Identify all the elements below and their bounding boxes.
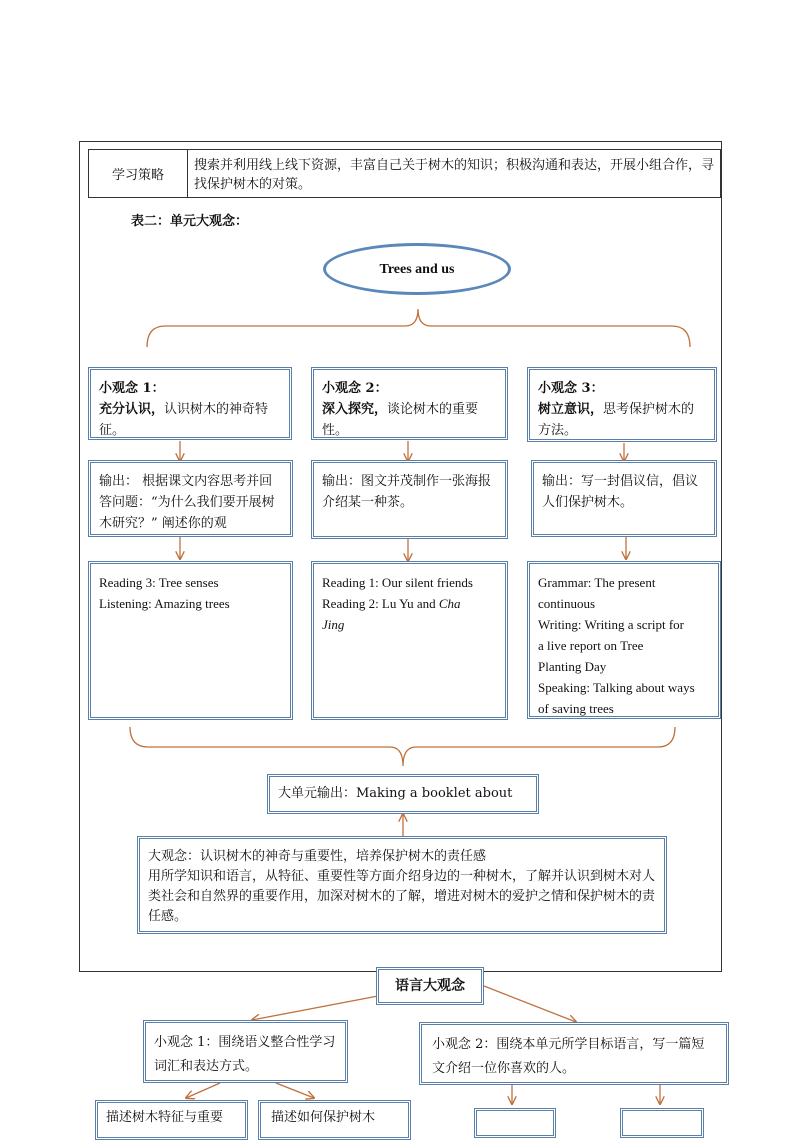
- output-3-text: 输出：写一封倡议信，倡议人们保护树木。: [542, 474, 699, 510]
- lesson-3-line-6: Speaking: Talking about ways: [538, 680, 695, 695]
- lesson-2-line-3-italic: Jing: [322, 617, 345, 632]
- big-idea-rest: 用所学知识和语言，从特征、重要性等方面介绍身边的一种树木，了解并认识到树木对人类社会和自然界的重要作用，加深对树木的了解，增进对树木的爱护之情和保护树木的责任感。: [148, 869, 656, 924]
- language-sub-box-3: [474, 1108, 556, 1138]
- concept-box-1: [88, 367, 292, 440]
- lesson-box-3: [527, 561, 721, 719]
- table-label-cell: [88, 149, 188, 198]
- lesson-1-line-1: Reading 3: Tree senses: [99, 575, 219, 590]
- language-concept-box-2: [419, 1022, 729, 1085]
- lesson-2-line-2-pre: Reading 2: Lu Yu and: [322, 596, 439, 611]
- table-content: 搜索并利用线上线下资源，丰富自己关于树木的知识；积极沟通和表达，开展小组合作，寻找保护树木的对策。: [194, 158, 715, 192]
- concept-2-bold: 深入探究，: [322, 402, 388, 417]
- concept-box-3: [527, 367, 717, 442]
- concept-1-bold: 充分认识，: [99, 402, 165, 417]
- lesson-3-line-1: Grammar: The present: [538, 575, 656, 590]
- language-sub-box-2: [258, 1100, 411, 1140]
- concept-3-title: 小观念 3：: [538, 381, 604, 396]
- language-concept-1: 小观念 1：围绕语义整合性学习词汇和表达方式。: [154, 1035, 336, 1074]
- table2-title: 表二：单元大观念：: [131, 214, 249, 229]
- language-title: 语言大观念: [395, 978, 465, 994]
- lesson-box-1: [88, 561, 293, 720]
- lesson-box-2: [311, 561, 508, 720]
- table-content-cell: [187, 149, 721, 198]
- language-sub-2: 描述如何保护树木: [271, 1110, 376, 1125]
- language-title-box: [376, 967, 484, 1005]
- lesson-3-line-4: a live report on Tree: [538, 638, 644, 653]
- lesson-3-line-2: continuous: [538, 596, 596, 611]
- arrow-sub-1: [186, 1083, 220, 1098]
- concept-3-rest: 思考保护树木的方法。: [538, 402, 695, 438]
- output-1-text: 输出： 根据课文内容思考并回答问题：“为什么我们要开展树木研究？” 阐述你的观: [99, 474, 275, 531]
- output-2-text: 输出：图文并茂制作一张海报介绍某一种茶。: [322, 474, 492, 510]
- table-label: 学习策略: [111, 168, 164, 183]
- language-sub-box-1: [95, 1100, 248, 1140]
- unit-output-box: [267, 774, 539, 814]
- concept-3-bold: 树立意识，: [538, 402, 604, 417]
- unit-output-text: 大单元输出：Making a booklet about: [278, 786, 513, 801]
- lesson-2-line-2-italic: Cha: [438, 596, 461, 611]
- concept-2-rest: 谈论树木的重要性。: [322, 402, 479, 438]
- center-ellipse: [323, 243, 511, 295]
- output-box-1: [88, 460, 293, 537]
- language-concept-box-1: [143, 1020, 348, 1083]
- arrow-sub-2: [276, 1083, 314, 1098]
- lesson-3-line-7: of saving trees: [538, 701, 614, 716]
- lesson-3-line-3: Writing: Writing a script for: [538, 617, 685, 632]
- lesson-1-line-2: Listening: Amazing trees: [99, 596, 230, 611]
- concept-2-title: 小观念 2：: [322, 381, 388, 396]
- arrow-lang-1: [252, 996, 378, 1020]
- output-box-2: [311, 460, 508, 539]
- output-box-3: [531, 460, 717, 537]
- language-concept-2: 小观念 2：围绕本单元所学目标语言，写一篇短文介绍一位你喜欢的人。: [432, 1037, 705, 1076]
- big-idea-box: [137, 836, 667, 934]
- concept-box-2: [311, 367, 508, 440]
- center-ellipse-label: Trees and us: [379, 261, 455, 277]
- language-sub-1: 描述树木特征与重要: [106, 1110, 224, 1125]
- lesson-2-line-1: Reading 1: Our silent friends: [322, 575, 473, 590]
- language-sub-box-4: [620, 1108, 704, 1138]
- big-idea-line-1: 大观念：认识树木的神奇与重要性，培养保护树木的责任感: [148, 849, 487, 864]
- lesson-3-line-5: Planting Day: [538, 659, 607, 674]
- concept-1-rest: 认识树木的神奇特征。: [99, 402, 269, 438]
- concept-1-title: 小观念 1：: [99, 381, 165, 396]
- arrow-lang-2: [484, 986, 576, 1022]
